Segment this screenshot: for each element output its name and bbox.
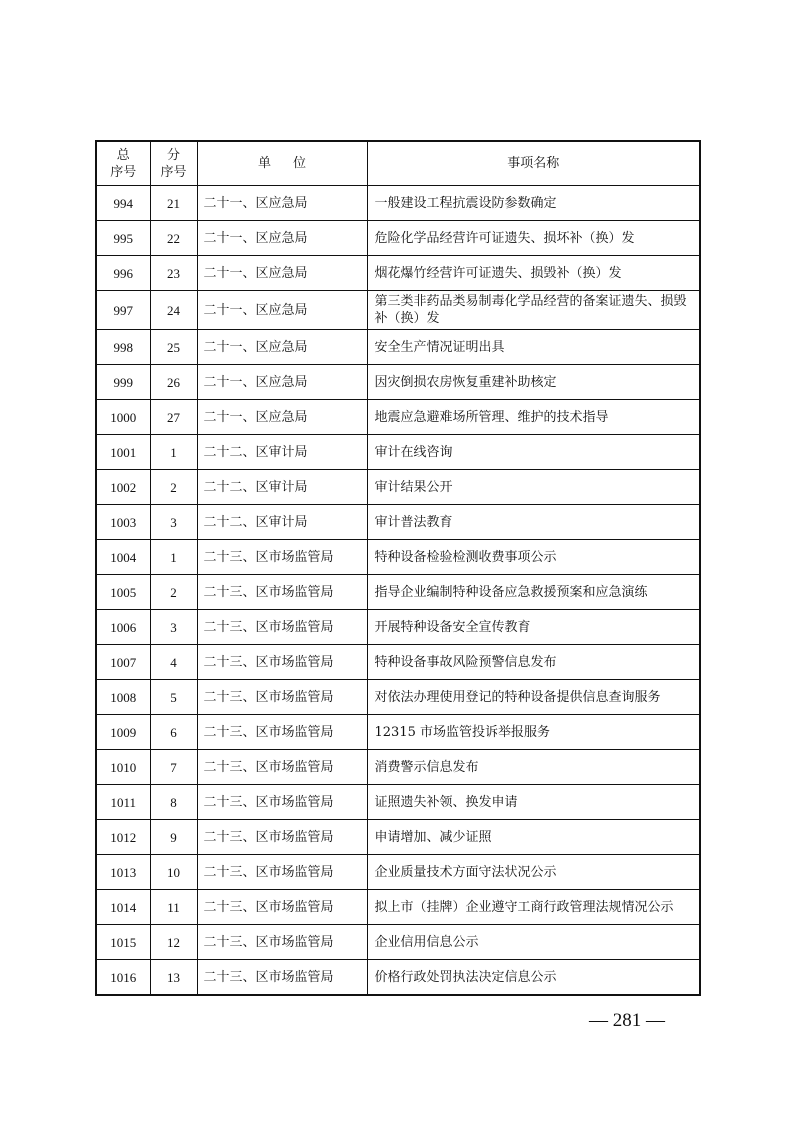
total-number-cell: 1012 xyxy=(96,820,150,855)
sub-number-cell: 9 xyxy=(150,820,197,855)
table-row xyxy=(96,186,700,221)
total-number-cell: 995 xyxy=(96,221,150,256)
total-number-cell: 1003 xyxy=(96,505,150,540)
unit-cell: 二十三、区市场监管局 xyxy=(197,925,367,960)
total-number-cell: 1011 xyxy=(96,785,150,820)
total-number-cell: 1006 xyxy=(96,610,150,645)
item-name-cell: 一般建设工程抗震设防参数确定 xyxy=(367,186,700,221)
unit-cell: 二十三、区市场监管局 xyxy=(197,680,367,715)
item-name-cell: 审计普法教育 xyxy=(367,505,700,540)
sub-number-cell: 11 xyxy=(150,890,197,925)
item-name-cell: 拟上市（挂牌）企业遵守工商行政管理法规情况公示 xyxy=(367,890,700,925)
unit-cell: 二十三、区市场监管局 xyxy=(197,610,367,645)
table-row xyxy=(96,400,700,435)
table-row xyxy=(96,960,700,996)
unit-cell: 二十一、区应急局 xyxy=(197,400,367,435)
table-row xyxy=(96,540,700,575)
table-row xyxy=(96,610,700,645)
table-header-row xyxy=(96,141,700,186)
item-name-cell: 消费警示信息发布 xyxy=(367,750,700,785)
unit-cell: 二十一、区应急局 xyxy=(197,330,367,365)
total-number-cell: 996 xyxy=(96,256,150,291)
service-items-table xyxy=(95,140,701,996)
sub-number-cell: 23 xyxy=(150,256,197,291)
sub-number-cell: 21 xyxy=(150,186,197,221)
item-name-cell: 危险化学品经营许可证遗失、损坏补（换）发 xyxy=(367,221,700,256)
sub-number-cell: 24 xyxy=(150,291,197,330)
table-row xyxy=(96,820,700,855)
header-sub-number-line1: 分 xyxy=(166,147,180,163)
table-row xyxy=(96,855,700,890)
item-name-cell: 企业质量技术方面守法状况公示 xyxy=(367,855,700,890)
unit-cell: 二十三、区市场监管局 xyxy=(197,890,367,925)
unit-cell: 二十三、区市场监管局 xyxy=(197,960,367,996)
item-name-cell: 企业信用信息公示 xyxy=(367,925,700,960)
unit-cell: 二十三、区市场监管局 xyxy=(197,645,367,680)
unit-cell: 二十三、区市场监管局 xyxy=(197,820,367,855)
unit-cell: 二十三、区市场监管局 xyxy=(197,855,367,890)
table-row xyxy=(96,715,700,750)
item-name-cell: 第三类非药品类易制毒化学品经营的备案证遗失、损毁补（换）发 xyxy=(367,291,700,330)
header-sub-number xyxy=(150,141,197,186)
sub-number-cell: 13 xyxy=(150,960,197,996)
table-row xyxy=(96,435,700,470)
table-row xyxy=(96,645,700,680)
unit-cell: 二十三、区市场监管局 xyxy=(197,785,367,820)
sub-number-cell: 12 xyxy=(150,925,197,960)
item-name-cell: 指导企业编制特种设备应急救援预案和应急演练 xyxy=(367,575,700,610)
header-total-number xyxy=(96,141,150,186)
unit-cell: 二十三、区市场监管局 xyxy=(197,750,367,785)
table-row xyxy=(96,505,700,540)
unit-cell: 二十一、区应急局 xyxy=(197,221,367,256)
sub-number-cell: 1 xyxy=(150,435,197,470)
table-row xyxy=(96,925,700,960)
header-total-number-line1: 总 xyxy=(116,147,130,163)
total-number-cell: 1004 xyxy=(96,540,150,575)
item-name-cell: 安全生产情况证明出具 xyxy=(367,330,700,365)
sub-number-cell: 27 xyxy=(150,400,197,435)
table-row xyxy=(96,750,700,785)
unit-cell: 二十二、区审计局 xyxy=(197,470,367,505)
table-row xyxy=(96,330,700,365)
total-number-cell: 1001 xyxy=(96,435,150,470)
table-row xyxy=(96,256,700,291)
item-name-cell: 审计在线咨询 xyxy=(367,435,700,470)
sub-number-cell: 3 xyxy=(150,610,197,645)
sub-number-cell: 3 xyxy=(150,505,197,540)
sub-number-cell: 5 xyxy=(150,680,197,715)
table-body xyxy=(96,186,700,996)
sub-number-cell: 10 xyxy=(150,855,197,890)
sub-number-cell: 25 xyxy=(150,330,197,365)
item-name-cell: 烟花爆竹经营许可证遗失、损毁补（换）发 xyxy=(367,256,700,291)
total-number-cell: 998 xyxy=(96,330,150,365)
sub-number-cell: 4 xyxy=(150,645,197,680)
item-name-cell: 申请增加、减少证照 xyxy=(367,820,700,855)
table-row xyxy=(96,221,700,256)
item-name-cell: 审计结果公开 xyxy=(367,470,700,505)
total-number-cell: 1000 xyxy=(96,400,150,435)
total-number-cell: 997 xyxy=(96,291,150,330)
header-item-name: 事项名称 xyxy=(367,141,700,186)
header-sub-number-line2: 序号 xyxy=(160,164,187,180)
item-name-cell: 证照遗失补领、换发申请 xyxy=(367,785,700,820)
table-row xyxy=(96,785,700,820)
unit-cell: 二十三、区市场监管局 xyxy=(197,715,367,750)
unit-cell: 二十一、区应急局 xyxy=(197,186,367,221)
total-number-cell: 1016 xyxy=(96,960,150,996)
total-number-cell: 1002 xyxy=(96,470,150,505)
table-row xyxy=(96,470,700,505)
item-name-cell: 因灾倒损农房恢复重建补助核定 xyxy=(367,365,700,400)
sub-number-cell: 8 xyxy=(150,785,197,820)
item-name-cell: 价格行政处罚执法决定信息公示 xyxy=(367,960,700,996)
item-name-cell: 12315 市场监管投诉举报服务 xyxy=(367,715,700,750)
total-number-cell: 1009 xyxy=(96,715,150,750)
total-number-cell: 1013 xyxy=(96,855,150,890)
sub-number-cell: 7 xyxy=(150,750,197,785)
item-name-cell: 对依法办理使用登记的特种设备提供信息查询服务 xyxy=(367,680,700,715)
table-row xyxy=(96,575,700,610)
unit-cell: 二十一、区应急局 xyxy=(197,256,367,291)
unit-cell: 二十一、区应急局 xyxy=(197,365,367,400)
sub-number-cell: 2 xyxy=(150,470,197,505)
sub-number-cell: 22 xyxy=(150,221,197,256)
table-row xyxy=(96,680,700,715)
total-number-cell: 1005 xyxy=(96,575,150,610)
header-unit: 单位 xyxy=(197,141,367,186)
header-total-number-line2: 序号 xyxy=(110,164,137,180)
total-number-cell: 1010 xyxy=(96,750,150,785)
sub-number-cell: 1 xyxy=(150,540,197,575)
unit-cell: 二十一、区应急局 xyxy=(197,291,367,330)
table-row xyxy=(96,890,700,925)
sub-number-cell: 26 xyxy=(150,365,197,400)
sub-number-cell: 6 xyxy=(150,715,197,750)
total-number-cell: 1014 xyxy=(96,890,150,925)
unit-cell: 二十二、区审计局 xyxy=(197,505,367,540)
item-name-cell: 地震应急避难场所管理、维护的技术指导 xyxy=(367,400,700,435)
item-name-cell: 特种设备检验检测收费事项公示 xyxy=(367,540,700,575)
item-name-cell: 开展特种设备安全宣传教育 xyxy=(367,610,700,645)
unit-cell: 二十三、区市场监管局 xyxy=(197,575,367,610)
item-name-cell: 特种设备事故风险预警信息发布 xyxy=(367,645,700,680)
unit-cell: 二十三、区市场监管局 xyxy=(197,540,367,575)
table-row xyxy=(96,291,700,330)
total-number-cell: 994 xyxy=(96,186,150,221)
total-number-cell: 1007 xyxy=(96,645,150,680)
unit-cell: 二十二、区审计局 xyxy=(197,435,367,470)
total-number-cell: 999 xyxy=(96,365,150,400)
total-number-cell: 1008 xyxy=(96,680,150,715)
page-number: — 281 — xyxy=(589,1010,665,1031)
sub-number-cell: 2 xyxy=(150,575,197,610)
table-row xyxy=(96,365,700,400)
total-number-cell: 1015 xyxy=(96,925,150,960)
